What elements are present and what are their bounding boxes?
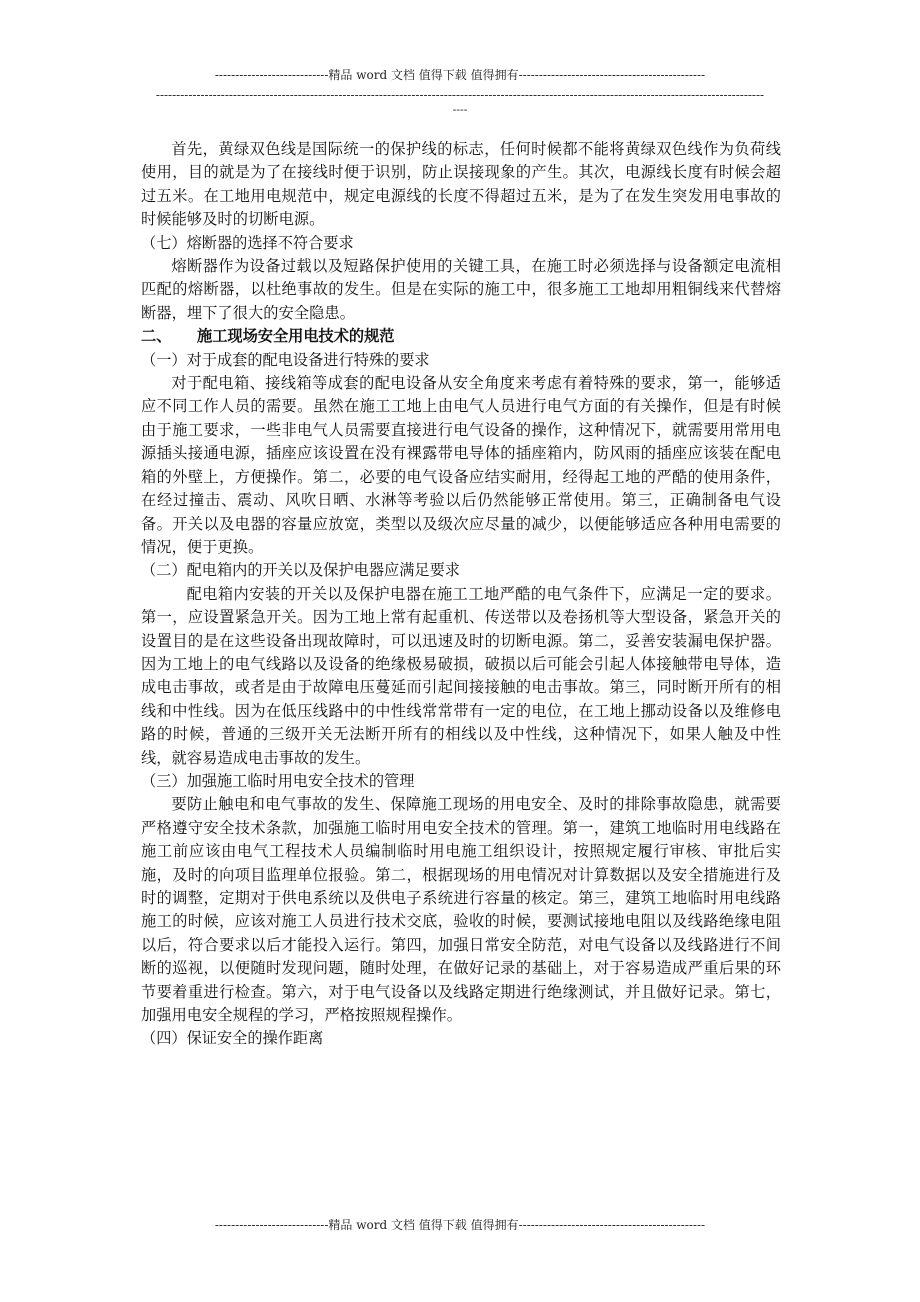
chapter-heading	[141, 325, 781, 348]
header-watermark-line: ----------------------------精品 word 文档 值得下载 值得拥有----------------------------------------------	[214, 68, 706, 82]
chapter-title: 施工现场安全用电技术的规范	[197, 327, 395, 346]
section-heading-switches: （二）配电箱内的开关以及保护电器应满足要求	[141, 561, 460, 580]
paragraph-switches: 配电箱内安装的开关以及保护电器在施工工地严酷的电气条件下，应满足一定的要求。第一，应设置紧急开关。因为工地上常有起重机、传送带以及卷扬机等大型设备，紧急开关的设置目的是在这些设备出现故障时，可以迅速及时的切断电源。第二，妥善安装漏电保护器。因为工地上的电气线路以及设备的绝缘极易破损，破损以后可能会引起人体接触带电导体，造成电击事故，或者是由于故障电压蔓延而引起间接接触的电击事故。第三，同时断开所有的相线和中性线。因为在低压线路中的中性线常常带有一定的电位，在工地上挪动设备以及维修电路的时候，普通的三级开关无法断开所有的相线以及中性线，这种情况下，如果人触及中性线，就容易造成电击事故的发生。	[141, 584, 781, 767]
paragraph-fuse: 熔断器作为设备过载以及短路保护使用的关键工具，在施工时必须选择与设备额定电流相匹配的熔断器，以杜绝事故的发生。但是在实际的施工中，很多施工工地却用粗铜线来代替熔断器，埋下了很大的安全隐患。	[141, 257, 781, 322]
paragraph-protective-wire: 首先，黄绿双色线是国际统一的保护线的标志，任何时候都不能将黄绿双色线作为负荷线使用，目的就是为了在接线时便于识别，防止误接现象的产生。其次，电源线长度有时候会超过五米。在工地用电规范中，规定电源线的长度不得超过五米，是为了在发生突发用电事故的时候能够及时的切断电源。	[141, 140, 781, 229]
paragraph-management: 要防止触电和电气事故的发生、保障施工现场的用电安全、及时的排除事故隐患，就需要严格遵守安全技术条款，加强施工临时用电安全技术的管理。第一，建筑工地临时用电线路在施工前应该由电气工程技术人员编制临时用电施工组织设计，按照规定履行审核、审批后实施，及时的向项目监理单位报验。第二，根据现场的用电情况对计算数据以及安全措施进行及时的调整，定期对于供电系统以及供电子系统进行容量的核定。第三，建筑工地临时用电线路施工的时候，应该对施工人员进行技术交底，验收的时候，要测试接地电阻以及线路绝缘电阻以后，符合要求以后才能投入运行。第四，加强日常安全防范，对电气设备以及线路进行不间断的巡视，以便随时发现问题，随时处理，在做好记录的基础上，对于容易造成严重后果的环节要着重进行检查。第六，对于电气设备以及线路定期进行绝缘测试，并且做好记录。第七，加强用电安全规程的学习，严格按照规程操作。	[141, 795, 781, 1025]
chapter-number: 二、	[141, 327, 172, 346]
header-dash-tail: ----	[452, 103, 468, 116]
section-heading-fuse: （七）熔断器的选择不符合要求	[141, 233, 354, 252]
document-body	[141, 138, 781, 1051]
page-footer: ----------------------------精品 word 文档 值得下载 值得拥有----------------------------------------------	[214, 1218, 706, 1232]
header-dash-line: ------------------------------------------------------------------------------------------------------------------------------------------------------	[155, 88, 765, 102]
section-heading-equipment: （一）对于成套的配电设备进行特殊的要求	[141, 350, 430, 369]
section-heading-management: （三）加强施工临时用电安全技术的管理	[141, 771, 415, 790]
section-heading-distance: （四）保证安全的操作距离	[141, 1029, 324, 1048]
paragraph-equipment: 对于配电箱、接线箱等成套的配电设备从安全角度来考虑有着特殊的要求，第一，能够适应不同工作人员的需要。虽然在施工工地上由电气人员进行电气方面的有关操作，但是有时候由于施工要求，一些非电气人员需要直接进行电气设备的操作，这种情况下，就需要用常用电源插头接通电源，插座应该设置在没有裸露带电导体的插座箱内，防风雨的插座应该装在配电箱的外壁上，方便操作。第二，必要的电气设备应结实耐用，经得起工地的严酷的使用条件，在经过撞击、震动、风吹日晒、水淋等考验以后仍然能够正常使用。第三，正确制备电气设备。开关以及电器的容量应放宽，类型以及级次应尽量的减少，以便能够适应各种用电需要的情况，便于更换。	[141, 374, 781, 556]
